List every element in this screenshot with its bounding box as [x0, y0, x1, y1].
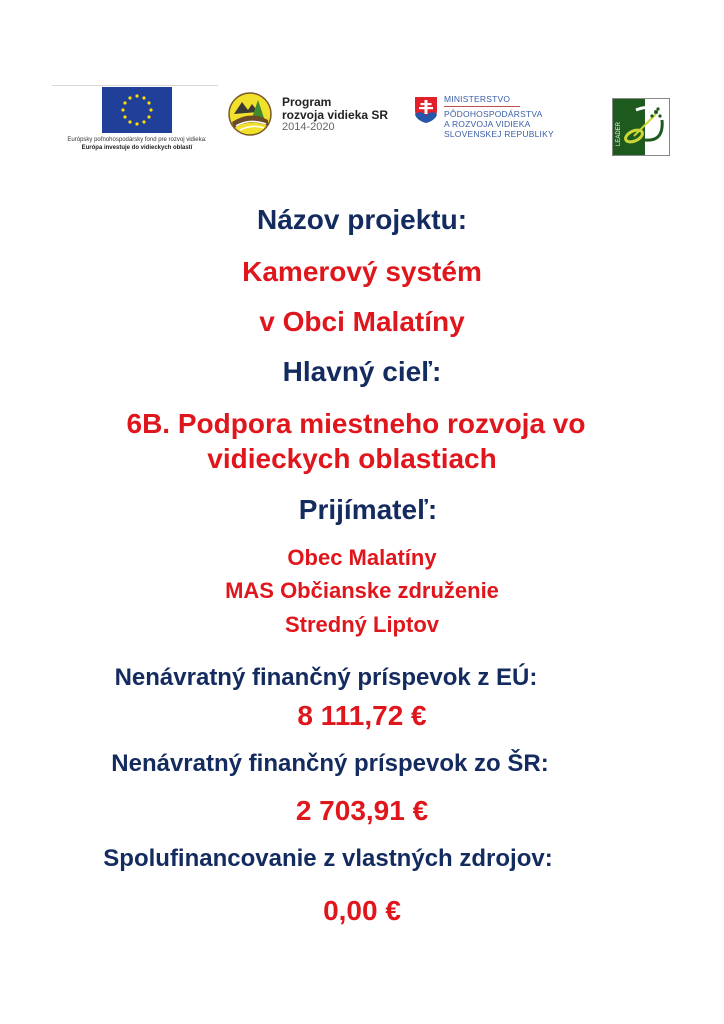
eu-contribution-label: Nenávratný finančný príspevok z EÚ:	[114, 664, 538, 691]
eu-contribution-amount: 8 111,72 €	[297, 700, 427, 731]
divider	[52, 85, 218, 86]
sr-contribution-label: Nenávratný finančný príspevok zo ŠR:	[111, 750, 549, 777]
prv-period: 2014-2020	[282, 121, 335, 133]
eu-flag-icon	[102, 87, 172, 133]
prv-subtitle: rozvoja vidieka SR	[282, 108, 389, 122]
recipient-heading: Prijímateľ:	[298, 494, 438, 525]
recipient-line1: Obec Malatíny	[287, 545, 437, 570]
leader-logo-icon	[612, 98, 670, 156]
project-name-line2: v Obci Malatíny	[259, 306, 465, 337]
goal-line2: vidieckych oblastiach	[207, 443, 497, 474]
own-funding-amount: 0,00 €	[323, 895, 401, 926]
goal-heading: Hlavný cieľ:	[282, 356, 442, 387]
project-name-line1: Kamerový systém	[242, 256, 482, 287]
ministry-line3: A ROZVOJA VIDIEKA	[444, 119, 531, 129]
sr-contribution-amount: 2 703,91 €	[295, 795, 429, 826]
prv-logo	[228, 90, 408, 138]
recipient-line3: Stredný Liptov	[284, 612, 439, 637]
ministry-line2: PÔDOHOSPODÁRSTVA	[444, 109, 543, 119]
logo-strip	[0, 84, 724, 174]
eu-slogan: Európa investuje do vidieckych oblastí	[81, 145, 193, 151]
goal-line1: 6B. Podpora miestneho rozvoja vo	[126, 408, 586, 439]
svg-text:LEADER: LEADER	[616, 121, 622, 146]
recipient-line2: MAS Občianske združenie	[225, 578, 499, 603]
ministry-underline	[444, 106, 520, 107]
rural-landscape-icon	[228, 92, 272, 136]
prv-title: Program	[282, 95, 332, 109]
project-name-heading: Názov projektu:	[256, 204, 468, 235]
ministry-line4: SLOVENSKEJ REPUBLIKY	[444, 129, 554, 139]
ministry-line1: MINISTERSTVO	[444, 94, 511, 104]
eu-caption: Európsky poľnohospodársky fond pre rozvoj vidieka:	[67, 137, 207, 143]
slovak-coat-of-arms-icon	[414, 96, 438, 124]
ministry-logo	[414, 94, 584, 144]
own-funding-label: Spolufinancovanie z vlastných zdrojov:	[103, 845, 553, 872]
